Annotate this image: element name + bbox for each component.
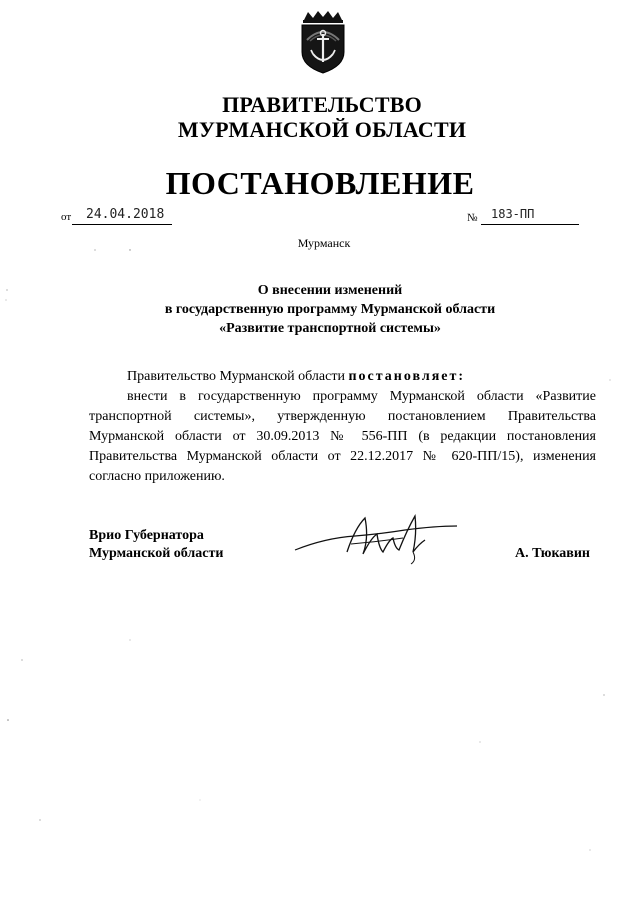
date-label: от	[61, 211, 72, 223]
signer-name: А. Тюкавин	[515, 546, 590, 561]
date-underline	[72, 224, 172, 225]
signer-title-line2: Мурманской области	[89, 546, 224, 561]
number-underline	[481, 224, 579, 225]
intro-paragraph	[89, 367, 596, 387]
intro-action: постановляет:	[348, 369, 466, 384]
subject-line2: в государственную программу Мурманской области	[164, 302, 496, 317]
signer-title-line1: Врио Губернатора	[89, 528, 204, 543]
coat-of-arms-icon	[296, 10, 350, 74]
city: Мурманск	[297, 236, 351, 250]
document-type-title: ПОСТАНОВЛЕНИЕ	[165, 165, 475, 201]
org-name-line1: ПРАВИТЕЛЬСТВО	[222, 92, 422, 117]
main-paragraph: внести в государственную программу Мурманской области «Развитие транспортной системы», утвержденную постановлением Правительства Мурманской области от 30.09.2013 № 556-ПП (в редакции постановления Правительства Мурманской области от 22.12.2017 № 620-ПП/15), изменения согласно приложению.	[89, 389, 596, 484]
handwritten-signature	[285, 508, 465, 568]
number-value: 183-ПП	[491, 207, 535, 221]
number-label: №	[467, 212, 478, 224]
date-value: 24.04.2018	[86, 207, 165, 222]
intro-text: Правительство Мурманской области	[127, 369, 345, 384]
org-name-line2: МУРМАНСКОЙ ОБЛАСТИ	[177, 117, 467, 142]
subject-line1: О внесении изменений	[257, 283, 403, 298]
subject-line3: «Развитие транспортной системы»	[219, 321, 441, 336]
